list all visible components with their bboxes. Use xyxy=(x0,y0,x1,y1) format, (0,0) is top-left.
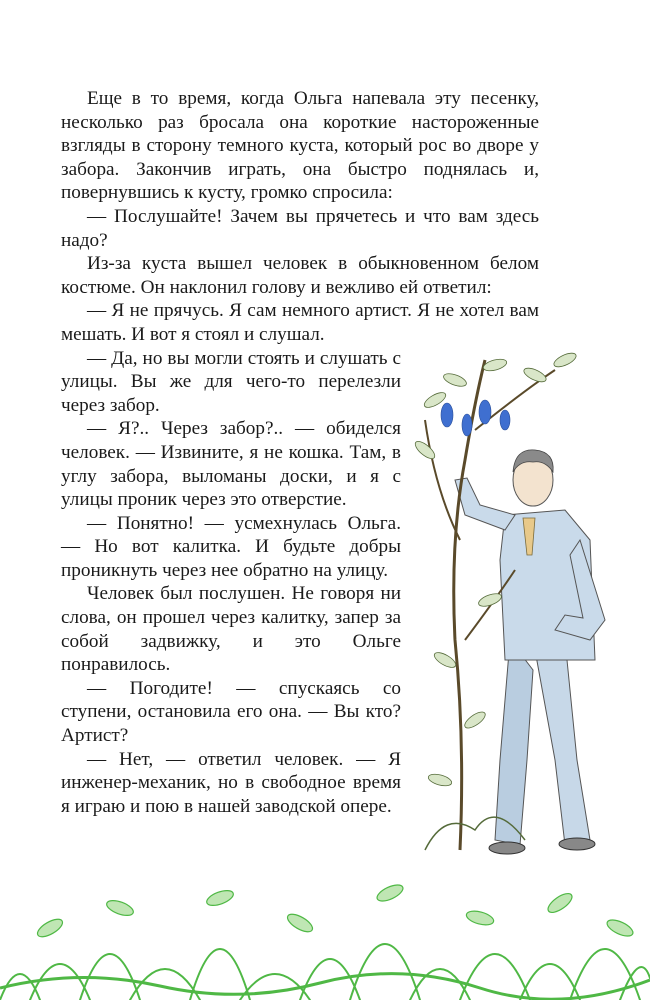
grass-border-illustration xyxy=(0,868,650,1000)
paragraph-10: — Нет, — ответил человек. — Я инженер-механик, но в свободное время я играю и пою в нашей заводской опере. xyxy=(61,748,401,817)
paragraph-7: — Понятно! — усмехнулась Ольга. — Но вот калитка. И будьте добры проникнуть через нее обратно на улицу. xyxy=(61,512,401,581)
paragraph-9: — Погодите! — спускаясь со ступени, остановила его она. — Вы кто? Артист? xyxy=(61,677,401,747)
paragraph-8: Человек был послушен. Не говоря ни слова, он прошел через калитку, запер за собой задвижку, и это Ольге понравилось. xyxy=(61,583,401,676)
paragraph-3: Из-за куста вышел человек в обыкновенном белом костюме. Он наклонил голову и вежливо ей ответил: xyxy=(61,253,539,298)
paragraph-4: — Я не прячусь. Я сам немного артист. Я не хотел вам мешать. И вот я стоял и слушал. xyxy=(61,300,539,345)
paragraph-5: — Да, но вы могли стоять и слушать с улицы. Вы же для чего-то перелезли через забор. xyxy=(61,347,401,416)
paragraph-2: — Послушайте! Зачем вы прячетесь и что вам здесь надо? xyxy=(61,205,539,251)
paragraph-6: — Я?.. Через забор?.. — обиделся человек. — Извините, я не кошка. Там, в углу забора, выломаны доски, и я с улицы проник через это отверстие. xyxy=(61,418,401,511)
paragraph-1: Еще в то время, когда Ольга напевала эту песенку, несколько раз бросала она короткие настороженные взгляды в сторону темного куста, который рос во дворе у забора. Закончив играть, она быстро поднялась и, повернувшись к кусту, громко спросила: xyxy=(61,88,539,204)
man-by-bush-illustration xyxy=(405,340,645,865)
